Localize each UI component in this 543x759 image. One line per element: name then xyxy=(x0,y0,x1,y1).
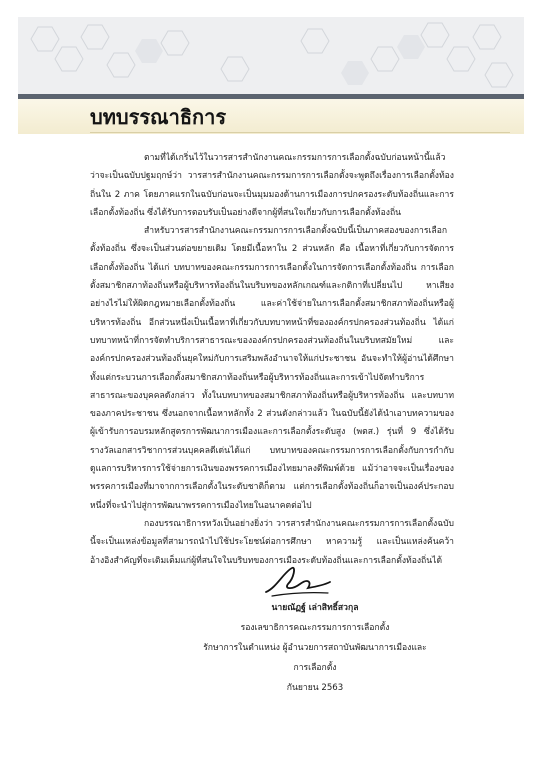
paragraph-1: ตามที่ได้เกริ่นไว้ในวารสารสำนักงานคณะกรรมการการเลือกตั้งฉบับก่อนหน้านี้แล้วว่าจะเป็นฉบับปฐมฤกษ์ว่า วารสารสำนักงานคณะกรรมการการเลือกตั้งจะพูดถึงเรื่องการเลือกตั้งท้องถิ่นใน 2 ภาค โดยภาคแรกในฉบับก่อนจะเป็นมุมมองด้านการเมืองการปกครองระดับท้องถิ่นและการเลือกตั้งท้องถิ่น ซึ่งได้รับการตอบรับเป็นอย่างดีจากผู้ที่สนใจเกี่ยวกับการเลือกตั้งท้องถิ่น xyxy=(90,153,454,218)
hexagon-pattern-decoration xyxy=(18,17,524,94)
signer-acting-role: รักษาการในตำแหน่ง ผู้อำนวยการสถาบันพัฒนาการเมืองและการเลือกตั้ง xyxy=(203,643,427,673)
signature-block xyxy=(196,598,434,698)
page-title: บทบรรณาธิการ xyxy=(90,105,227,129)
title-underline xyxy=(90,132,510,133)
header-banner xyxy=(18,17,524,94)
signer-name: นายณัฏฐ์ เล่าสิทธิ์สวกุล xyxy=(271,603,359,613)
handwritten-signature xyxy=(262,562,332,600)
paragraph-2: สำหรับวารสารสำนักงานคณะกรรมการการเลือกตั้งฉบับนี้เป็นภาคสองของการเลือกตั้งท้องถิ่น ซึ่งจะเป็นส่วนต่อขยายเดิม โดยมีเนื้อหาใน 2 ส่วนหลัก คือ เนื้อหาที่เกี่ยวกับการจัดการเลือกตั้งท้องถิ่น ได้แก่ บทบาทของคณะกรรมการการเลือกตั้งในการจัดการเลือกตั้งท้องถิ่น การเลือกตั้งสมาชิกสภาท้องถิ่นหรือผู้บริหารท้องถิ่นในบริบทของหลักเกณฑ์และกติกาที่เปลี่ยนไป หาเสียงอย่างไรไม่ให้ผิดกฎหมายเลือกตั้งท้องถิ่น และค่าใช้จ่ายในการเลือกตั้งสมาชิกสภาท้องถิ่นหรือผู้บริหารท้องถิ่น อีกส่วนหนึ่งเป็นเนื้อหาที่เกี่ยวกับบทบาทหน้าที่ขององค์กรปกครองส่วนท้องถิ่น ได้แก่ บทบาทหน้าที่การจัดทำบริการสาธารณะขององค์กรปกครองส่วนท้องถิ่นในบริบทสมัยใหม่ และองค์กรปกครองส่วนท้องถิ่นยุคใหม่กับการเสริมพลังอำนาจให้แก่ประชาชน อันจะทำให้ผู้อ่านได้ศึกษาทั้งแต่กระบวนการเลือกตั้งสมาชิกสภาท้องถิ่นหรือผู้บริหารท้องถิ่นและการเข้าไปจัดทำบริการสาธารณะของบุคคลดังกล่าว ทั้งในบทบาทของสมาชิกสภาท้องถิ่นหรือผู้บริหารท้องถิ่น และบทบาทของภาคประชาชน ซึ่งนอกจากเนื้อหาหลักทั้ง 2 ส่วนดังกล่าวแล้ว ในฉบับนี้ยังได้นำเอาบทความของผู้เข้ารับการอบรมหลักสูตรการพัฒนาการเมืองและการเลือกตั้งระดับสูง (พตส.) รุ่นที่ 9 ซึ่งได้รับรางวัลเอกสารวิชาการส่วนบุคคลดีเด่นได้แก่ บทบาทของคณะกรรมการการเลือกตั้งกับการกำกับดูแลการบริหารการใช้จ่ายการเงินของพรรคการเมืองไทยมาลงตีพิมพ์ด้วย แม้ว่าอาจจะเป็นเรื่องของพรรคการเมืองที่มาจากการเลือกตั้งในระดับชาติก็ตาม แต่การเลือกตั้งท้องถิ่นก็อาจเป็นองค์ประกอบหนึ่งที่จะนำไปสู่การพัฒนาพรรคการเมืองไทยในอนาคตต่อไป xyxy=(90,226,454,511)
signature-date: กันยายน 2563 xyxy=(286,683,344,693)
signer-position: รองเลขาธิการคณะกรรมการการเลือกตั้ง xyxy=(240,623,390,633)
paragraph-3: กองบรรณาธิการหวังเป็นอย่างยิ่งว่า วารสารสำนักงานคณะกรรมการการเลือกตั้งฉบับนี้จะเป็นแหล่งข้อมูลที่สามารถนำไปใช้ประโยชน์ต่อการศึกษา หาความรู้ และเป็นแหล่งค้นคว้าอ้างอิงสำคัญที่จะเติมเต็มแก่ผู้ที่สนใจในบริบทของการเมืองระดับท้องถิ่นและการเลือกตั้งท้องถิ่นได้ xyxy=(90,518,454,566)
editorial-body xyxy=(90,149,454,570)
